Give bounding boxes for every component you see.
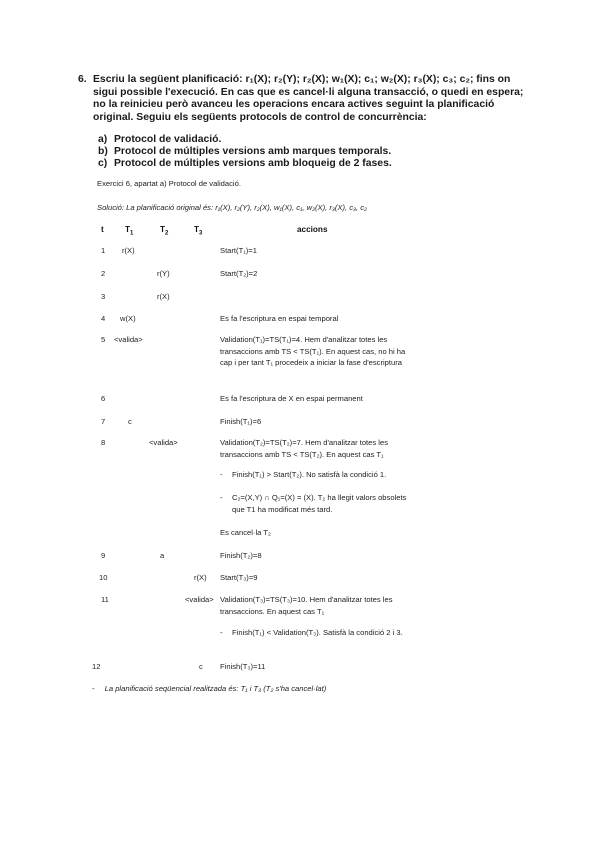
conclusion-text: La planificació seqüencial realitzada és: T₁ i T₃ (T₂ s'ha cancel·lat) [104,684,327,693]
row-time: 3 [101,292,106,301]
row-action: Validation(T₃)=TS(T₃)=10. Hem d'analitzar totes les transaccions. En aquest cas T₁ [220,595,393,616]
row-t2: r(X) [157,292,170,301]
row-action: Finish(T₃)=11 [220,662,266,671]
row-action: Start(T₁)=1 [220,246,257,255]
row-t3: r(X) [194,573,207,582]
row-time: 6 [101,394,106,403]
row-t3: c [199,662,203,671]
header-t: t [101,225,104,234]
exercise-text: Escriu la següent planificació: r₁(X); r₂(Y); r₂(X); w₁(X); c₁; w₂(X); r₃(X); c₃; c₂; fins on sigui possible l'execució. En cas que es cancel·li alguna transacció, o quedi en espera; no la reinicieu però avanceu les operacions encara actives seguint la planificació original. Seguiu els següents protocols de control de concurrència: [93,74,524,123]
row-time: 5 [101,335,106,344]
exercise-number: 6. [78,74,87,85]
header-accions: accions [297,225,328,234]
option-label: a) [98,134,108,145]
row-t3: <valida> [185,595,214,604]
row-time: 11 [101,595,109,604]
row-t1: r(X) [122,246,135,255]
row-time: 7 [101,417,106,426]
row-t1: <valida> [114,335,143,344]
row-action: Es fa l'escriptura en espai temporal [220,314,339,323]
row-t2: <valida> [149,438,178,447]
row-time: 4 [101,314,106,323]
bullet-dash: - [92,684,95,693]
row-note: Es cancel·la T₂ [220,528,271,537]
row-action: Validation(T₁)=TS(T₁)=4. Hem d'analitzar totes les transaccions amb TS < TS(T₁). En aquest cas, no hi ha cap i per tant T₁ procedeix a iniciar la fase d'escriptura [220,335,406,367]
row-t2: a [160,551,165,560]
row-note: - Finish(T₁) > Start(T₂). No satisfà la condició 1. [220,470,387,479]
option-b [98,146,518,158]
solution-intro: Solució: La planificació original és: r₁(X), r₂(Y), r₂(X), w₁(X), c₁, w₂(X), r₃(X), c₃, c₂ [97,203,367,212]
row-action: Start(T₂)=2 [220,269,258,278]
option-label: b) [98,146,108,158]
row-t1: c [128,417,132,426]
header-t2: $T_2$ [160,225,169,237]
option-text: Protocol de múltiples versions amb bloqueig de 2 fases. [114,158,392,170]
conclusion [92,684,326,693]
option-label: c) [98,158,108,170]
option-text: Protocol de validació. [114,134,222,145]
option-c [98,158,518,170]
row-time: 2 [101,269,106,278]
row-action: Es fa l'escriptura de X en espai permanent [220,394,363,403]
row-note: - C₂=(X,Y) ∩ Q₁=(X) = (X). T₂ ha llegit valors obsolets que T1 ha modificat més tard. [220,493,407,514]
row-action: Validation(T₂)=TS(T₂)=7. Hem d'analitzar totes les transaccions amb TS < TS(T₂). En aquest cas T₁ [220,438,389,459]
row-t1: w(X) [120,314,136,323]
option-a [98,134,518,146]
header-t1: $T_1$ [125,225,134,237]
row-time: 8 [101,438,106,447]
bullet-dash: - [220,628,223,637]
bullet-dash: - [220,470,223,479]
row-time: 9 [101,551,106,560]
section-subtitle: Exercici 6, apartat a) Protocol de validació. [97,179,241,188]
row-time: 1 [101,246,106,255]
header-t3: $T_3$ [194,225,203,237]
row-action: Finish(T₂)=8 [220,551,262,560]
row-time: 10 [99,573,108,582]
row-time: 12 [92,662,101,671]
row-action: Finish(T₁)=6 [220,417,262,426]
row-t2: r(Y) [157,269,170,278]
row-note: - Finish(T₁) < Validation(T₃). Satisfà la condició 2 i 3. [220,628,403,637]
protocol-options [98,134,518,171]
exercise-statement [78,74,530,124]
option-text: Protocol de múltiples versions amb marques temporals. [114,146,392,158]
row-action: Start(T₃)=9 [220,573,258,582]
bullet-dash: - [220,493,223,502]
